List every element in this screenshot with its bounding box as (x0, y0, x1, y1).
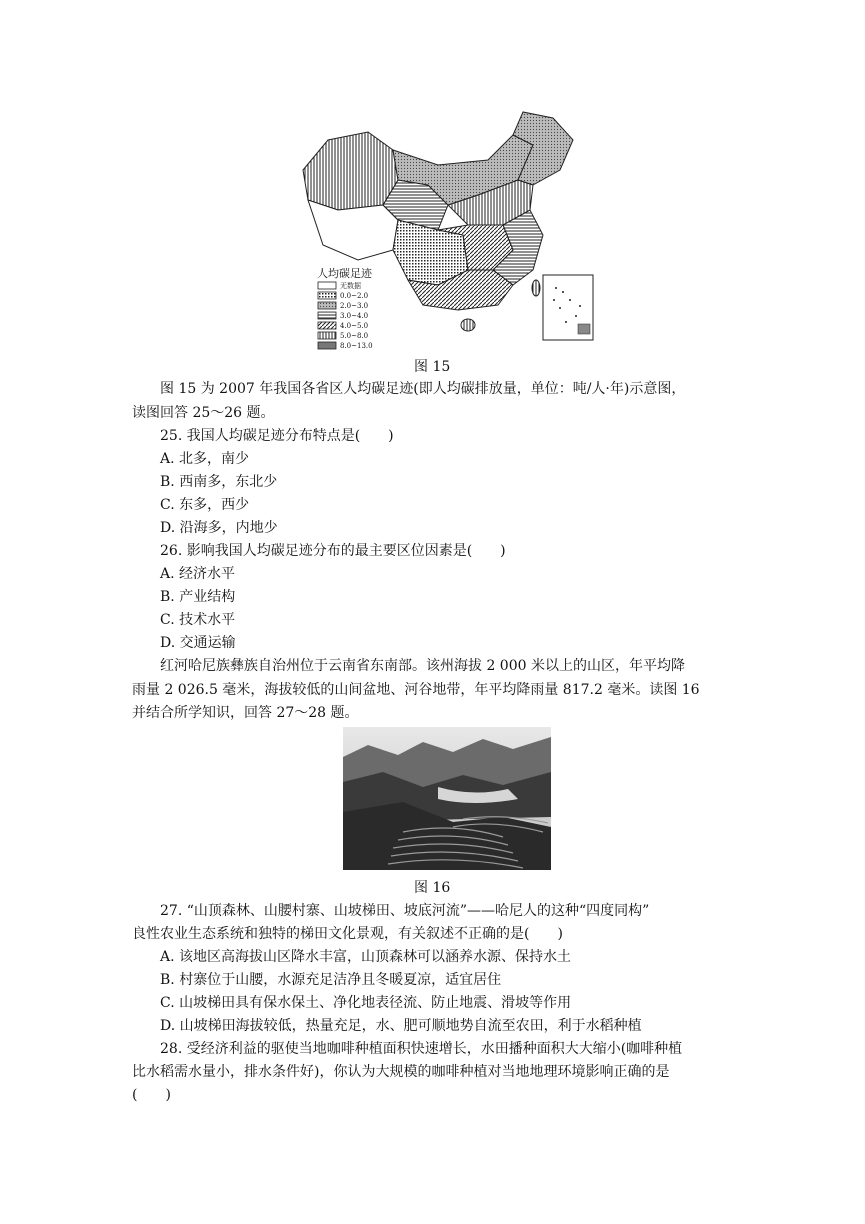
option-b: B. 村寨位于山腰，水源充足洁净且冬暖夏凉，适宜居住 (160, 972, 502, 988)
legend-item: 8.0~13.0 (340, 342, 373, 350)
paragraph-line: 良性农业生态系统和独特的梯田文化景观，有关叙述不正确的是( ) (132, 926, 563, 942)
terraced-fields-photo (343, 727, 551, 870)
legend-item: 3.0~4.0 (340, 312, 369, 320)
question-28: 28. 受经济利益的驱使当地咖啡种植面积快速增长，水田播种面积大大缩小(咖啡种植 (160, 1041, 683, 1057)
answer-blank: ( ) (132, 1087, 171, 1103)
region-tibet (308, 200, 398, 260)
map-legend-swatches (318, 282, 336, 349)
option-d: D. 交通运输 (160, 635, 236, 651)
legend-item: 4.0~5.0 (340, 322, 369, 330)
option-b: B. 西南多，东北少 (160, 474, 278, 490)
region-northwest (303, 132, 398, 210)
paragraph-line: 比水稻需水量小，排水条件好)，你认为大规模的咖啡种植对当地地理环境影响正确的是 (132, 1064, 670, 1080)
legend-item: 2.0~3.0 (340, 302, 369, 310)
figure16-caption: 图 16 (414, 880, 451, 896)
paragraph-line: 并结合所学知识，回答 27～28 题。 (132, 705, 359, 721)
option-c: C. 技术水平 (160, 612, 236, 628)
option-d: D. 沿海多，内地少 (160, 520, 278, 536)
island-hainan (461, 319, 475, 331)
option-b: B. 产业结构 (160, 589, 236, 605)
option-d: D. 山坡梯田海拔较低，热量充足，水、肥可顺地势自流至农田，利于水稻种植 (160, 1018, 642, 1034)
figure15-caption: 图 15 (414, 359, 451, 375)
question-25: 25. 我国人均碳足迹分布特点是( ) (160, 428, 394, 444)
map-legend-title: 人均碳足迹 (317, 267, 372, 280)
question-26: 26. 影响我国人均碳足迹分布的最主要区位因素是( ) (160, 543, 506, 559)
option-c: C. 山坡梯田具有保水保土、净化地表径流、防止地震、滑坡等作用 (160, 995, 572, 1011)
option-a: A. 该地区高海拔山区降水丰富，山顶森林可以涵养水源、保持水土 (160, 949, 572, 965)
option-a: A. 北多，南少 (160, 451, 250, 467)
paragraph-line: 图 15 为 2007 年我国各省区人均碳足迹(即人均碳排放量，单位：吨/人·年)示意图， (160, 381, 686, 397)
paragraph-line: 雨量 2 026.5 毫米，海拔较低的山间盆地、河谷地带，年平均降雨量 817.2 毫米。读图 16 (132, 682, 700, 698)
option-a: A. 经济水平 (160, 566, 236, 582)
island-taiwan (532, 280, 540, 296)
legend-item: 0.0~2.0 (340, 292, 369, 300)
paragraph-line: 红河哈尼族彝族自治州位于云南省东南部。该州海拔 2 000 米以上的山区，年平均降 (160, 658, 685, 674)
legend-item: 5.0~8.0 (340, 332, 369, 340)
legend-item: 无数据 (340, 282, 361, 290)
paragraph-line: 读图回答 25～26 题。 (132, 405, 275, 421)
question-27: 27. “山顶森林、山腰村寨、山坡梯田、坡底河流”——哈尼人的这种“四度同构” (160, 903, 650, 919)
option-c: C. 东多，西少 (160, 497, 250, 513)
